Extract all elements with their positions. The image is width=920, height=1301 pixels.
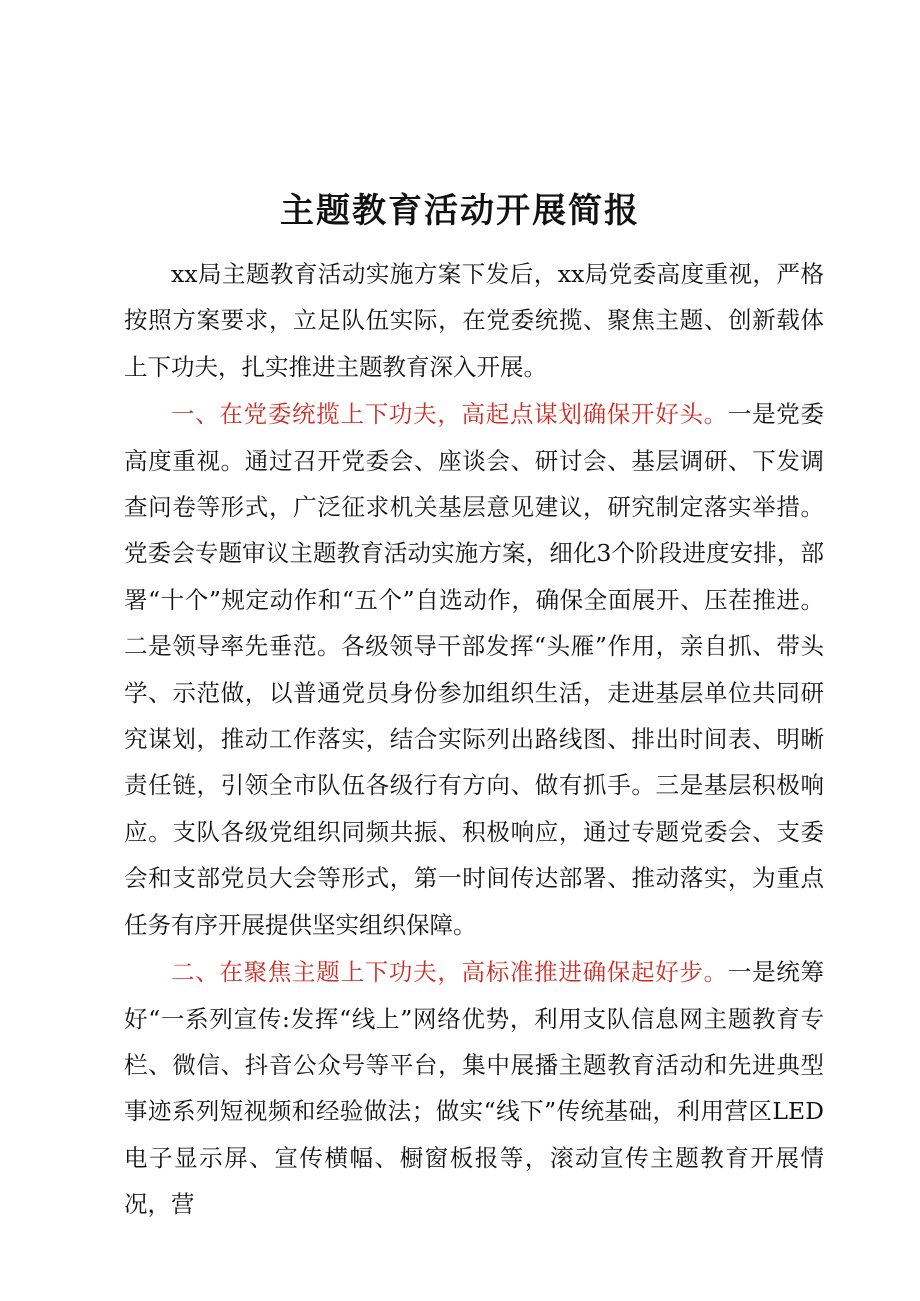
document-body <box>124 251 824 1229</box>
intro-paragraph <box>124 251 824 390</box>
intro-text: xx局主题教育活动实施方案下发后，xx局党委高度重视，严格按照方案要求，立足队伍实际，在党委统揽、聚焦主题、创新载体上下功夫，扎实推进主题教育深入开展。 <box>124 260 824 381</box>
section-1-text: 一是党委高度重视。通过召开党委会、座谈会、研讨会、基层调研、下发调查问卷等形式，广泛征求机关基层意见建议，研究制定落实举措。党委会专题审议主题教育活动实施方案，细化3个阶段进度安排，部署“十个”规定动作和“五个”自选动作，确保全面展开、压茬推进。二是领导率先垂范。各级领导干部发挥“头雁”作用，亲自抓、带头学、示范做，以普通党员身份参加组织生活，走进基层单位共同研究谋划，推动工作落实，结合实际列出路线图、排出时间表、明晰责任链，引领全市队伍各级行有方向、做有抓手。三是基层积极响应。支队各级党组织同频共振、积极响应，通过专题党委会、支委会和支部党员大会等形式，第一时间传达部署、推动落实，为重点任务有序开展提供坚实组织保障。 <box>124 400 825 939</box>
page-title: 主题教育活动开展简报 <box>280 191 640 231</box>
section-1-paragraph <box>124 391 824 948</box>
section-2-heading: 二、在聚焦主题上下功夫，高标准推进确保起好步。 <box>171 958 728 987</box>
section-1-heading: 一、在党委统揽上下功夫，高起点谋划确保开好头。 <box>171 400 728 429</box>
section-2-paragraph <box>124 949 824 1227</box>
section-2-text: 一是统筹好“一系列宣传:发挥“线上”网络优势，利用支队信息网主题教育专栏、微信、抖音公众号等平台，集中展播主题教育活动和先进典型事迹系列短视频和经验做法；做实“线下”传统基础，利用营区LED电子显示屏、宣传横幅、橱窗板报等，滚动宣传主题教育开展情况，营 <box>124 958 825 1219</box>
